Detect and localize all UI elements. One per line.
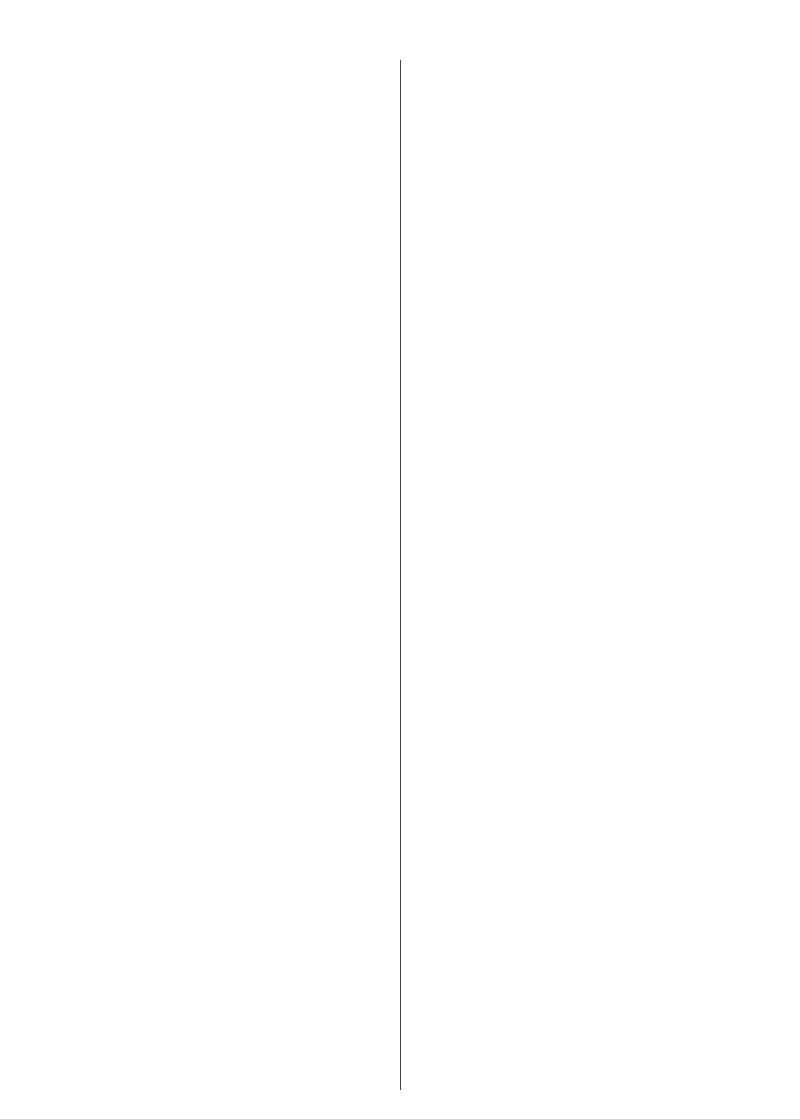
column-divider [400,60,401,1090]
